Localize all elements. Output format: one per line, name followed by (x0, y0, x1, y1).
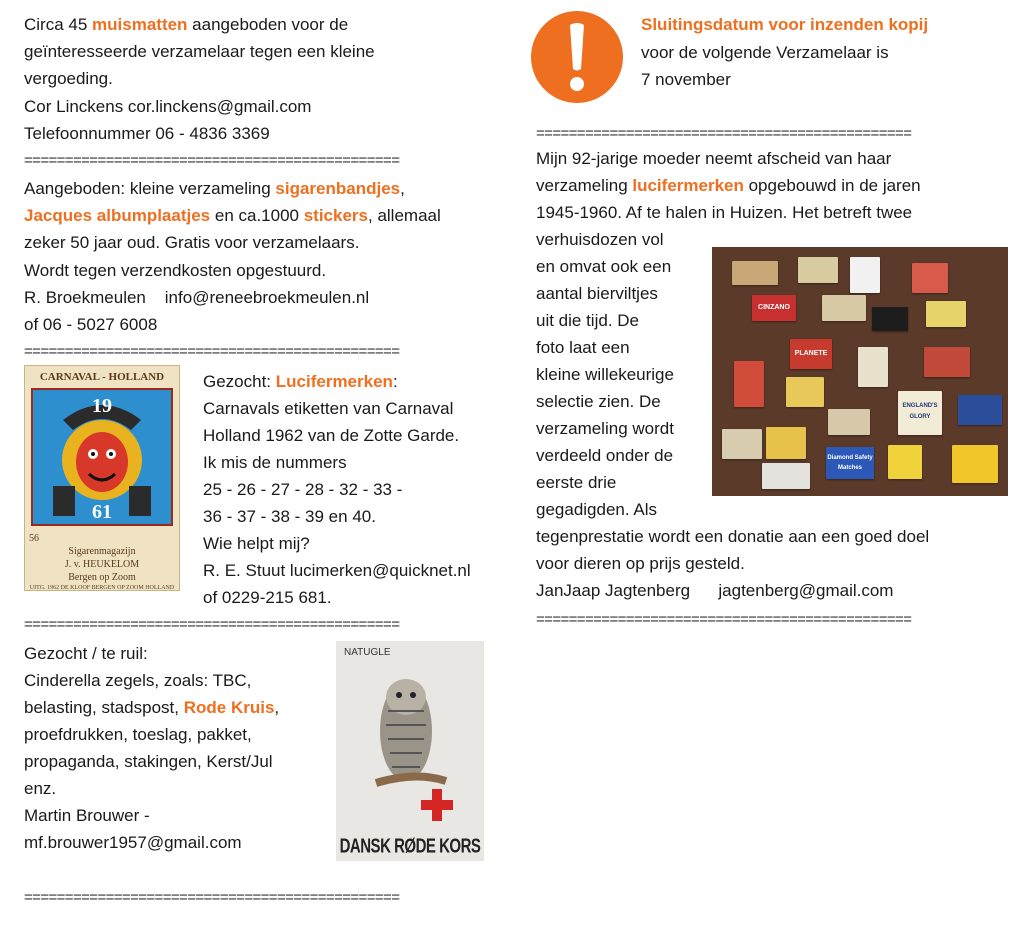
contact-line: mf.brouwer1957@gmail.com (24, 833, 242, 852)
card-caption: DANSK RØDE KORS (339, 835, 481, 858)
matchbox (762, 463, 810, 489)
text-line: Gezocht / te ruil: (24, 644, 148, 663)
separator: ============================================== (24, 889, 400, 906)
text-line: verdeeld onder de (536, 446, 674, 465)
highlight-term: Lucifermerken (275, 372, 393, 391)
label-line: J. v. HEUKELOM (64, 559, 140, 570)
contact-line: JanJaap Jagtenberg jagtenberg@gmail.com (536, 581, 894, 600)
matchbox (734, 361, 764, 407)
text-line: 36 - 37 - 38 - 39 en 40. (203, 507, 376, 526)
text-line: proefdrukken, toeslag, pakket, (24, 725, 252, 744)
contact-line: R. E. Stuut lucimerken@quicknet.nl (203, 561, 471, 580)
text-line: voor de volgende Verzamelaar is (641, 43, 889, 62)
text: , allemaal (368, 206, 441, 225)
matchbox (822, 295, 866, 321)
matchbox (926, 301, 966, 327)
text-line: zeker 50 jaar oud. Gratis voor verzamelaars. (24, 233, 360, 252)
text-line (203, 368, 398, 395)
text: , (400, 179, 405, 198)
text-line: vergoeding. (24, 69, 113, 88)
year-top: 19 (92, 395, 112, 417)
text-line: Mijn 92-jarige moeder neemt afscheid van haar (536, 149, 892, 168)
card-brand: NATUGLE (344, 647, 391, 658)
notice-date: 7 november (641, 70, 731, 89)
matchbox (872, 307, 908, 331)
phone-line: of 0229-215 681. (203, 588, 332, 607)
text: Aangeboden: kleine verzameling (24, 179, 276, 198)
highlight-term: sigarenbandjes (275, 179, 401, 198)
matchbox (952, 445, 998, 483)
text-line: Cinderella zegels, zoals: TBC, (24, 671, 252, 690)
clown-illustration (33, 390, 171, 524)
separator: ============================================== (536, 125, 912, 142)
highlight-term: muismatten (92, 15, 188, 34)
owl-illustration (336, 641, 484, 861)
matchbox (786, 377, 824, 407)
text: Gezocht: (203, 372, 276, 391)
exclamation-icon (531, 11, 623, 103)
highlight-term: Rode Kruis (183, 698, 275, 717)
separator: ============================================== (536, 611, 912, 628)
label-artwork (31, 388, 173, 526)
text: Circa 45 (24, 15, 93, 34)
text-line: eerste drie (536, 473, 617, 492)
text-line: propaganda, stakingen, Kerst/Jul (24, 752, 273, 771)
owl-stamp-image (336, 641, 484, 861)
matchbox: CINZANO (752, 295, 796, 321)
text-line: kleine willekeurige (536, 365, 674, 384)
matchbox (732, 261, 778, 285)
text-line: verzameling wordt (536, 419, 674, 438)
matchbox (798, 257, 838, 283)
text-line: verhuisdozen vol (536, 230, 664, 249)
contact-line: R. Broekmeulen info@reneebroekmeulen.nl (24, 288, 370, 307)
contact-line: Cor Linckens cor.linckens@gmail.com (24, 97, 312, 116)
text-line: selectie zien. De (536, 392, 661, 411)
text-line: Carnavals etiketten van Carnaval (203, 399, 454, 418)
text-line: enz. (24, 779, 57, 798)
matchbox (850, 257, 880, 293)
text-line: voor dieren op prijs gesteld. (536, 554, 745, 573)
text-line: gegadigden. Als (536, 500, 657, 519)
highlight-term: lucifermerken (632, 176, 744, 195)
notice-title: Sluitingsdatum voor inzenden kopij (641, 15, 929, 34)
matchbox (924, 347, 970, 377)
text: en ca.1000 (210, 206, 304, 225)
label-number: 56 (29, 533, 39, 544)
text-line: uit die tijd. De (536, 311, 639, 330)
matchbox-photo (712, 247, 1008, 496)
highlight-term: Jacques albumplaatjes (24, 206, 211, 225)
text-line: 25 - 26 - 27 - 28 - 32 - 33 - (203, 480, 403, 499)
phone-line: of 06 - 5027 6008 (24, 315, 158, 334)
text-line: tegenprestatie wordt een donatie aan een goed doel (536, 527, 930, 546)
text: opgebouwd in de jaren (743, 176, 921, 195)
text: verzameling (536, 176, 633, 195)
highlight-term: stickers (303, 206, 368, 225)
text-line: 1945-1960. Af te halen in Huizen. Het betreft twee (536, 203, 913, 222)
matchbox (958, 395, 1002, 425)
label-title: CARNAVAL - HOLLAND (39, 371, 165, 383)
label-footer: UITG. 1962 DE KLOOF BERGEN OP ZOOM HOLLAND (29, 585, 175, 591)
text-line: Ik mis de nummers (203, 453, 347, 472)
year-bottom: 61 (92, 501, 112, 523)
text: aangeboden voor de (187, 15, 349, 34)
matchbox (858, 347, 888, 387)
text-line: Wordt tegen verzendkosten opgestuurd. (24, 261, 327, 280)
text-line (24, 175, 405, 202)
matchbox (912, 263, 948, 293)
separator: ============================================== (24, 616, 400, 633)
carnaval-label-image (24, 365, 180, 591)
matchbox (722, 429, 762, 459)
label-caption (25, 532, 179, 590)
separator: ============================================== (24, 152, 400, 169)
text-line: Wie helpt mij? (203, 534, 310, 553)
matchbox: ENGLAND'S GLORY (898, 391, 942, 435)
text-line (536, 172, 921, 199)
text-line: foto laat een (536, 338, 630, 357)
phone-line: Telefoonnummer 06 - 4836 3369 (24, 124, 270, 143)
text-line (24, 694, 279, 721)
contact-line: Martin Brouwer - (24, 806, 150, 825)
text-line: en omvat ook een (536, 257, 672, 276)
text-line: geïnteresseerde verzamelaar tegen een kleine (24, 42, 375, 61)
text-line: aantal bierviltjes (536, 284, 658, 303)
matchbox: PLANETE (790, 339, 832, 369)
text: belasting, stadspost, (24, 698, 184, 717)
matchbox (828, 409, 870, 435)
label-line: Bergen op Zoom (68, 572, 136, 583)
text-line (24, 202, 441, 229)
text: , (274, 698, 280, 717)
text-line (24, 11, 348, 38)
text-line: Holland 1962 van de Zotte Garde. (203, 426, 460, 445)
matchbox (888, 445, 922, 479)
matchbox: Diamond Safety Matches (826, 447, 874, 479)
label-line: Sigarenmagazijn (68, 546, 136, 557)
text: : (392, 372, 398, 391)
matchbox (766, 427, 806, 459)
separator: ============================================== (24, 343, 400, 360)
